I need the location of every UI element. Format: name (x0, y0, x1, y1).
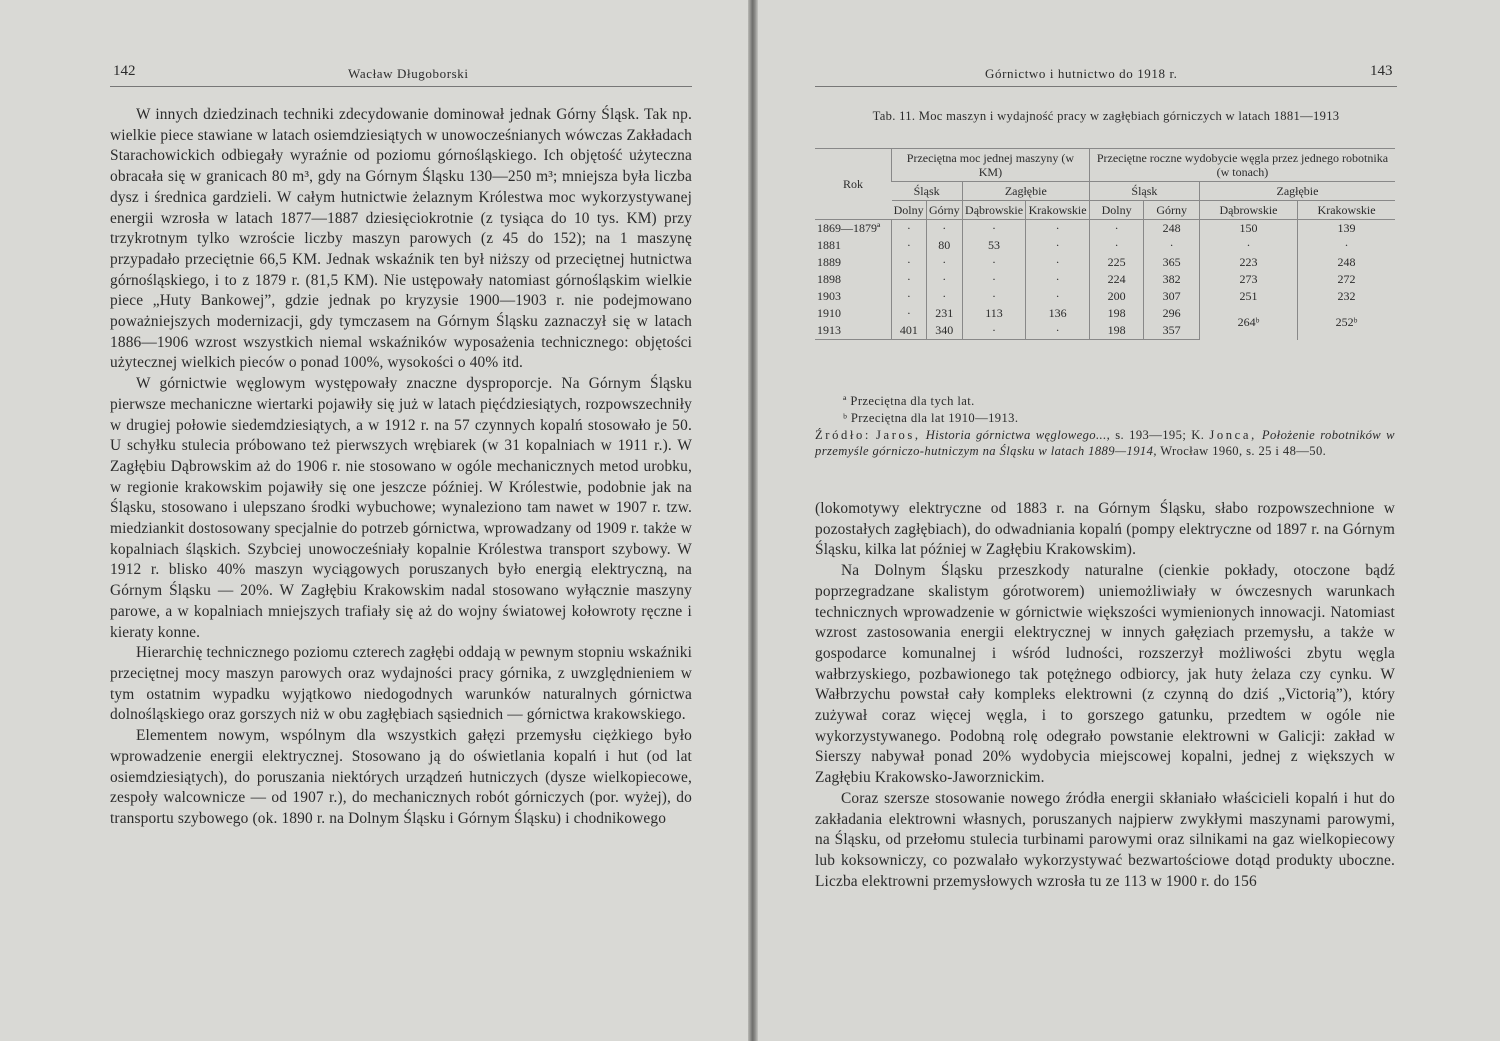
table-cell: · (892, 254, 927, 271)
paragraph: W górnictwie węglowym występowały znaczne dysproporcje. Na Górnym Śląsku pierwsze mechaniczne wiertarki pojawiły się już w latach pięćdziesiątych, rozpowszechniły w drugiej połowie siedemdziesiątych, a w 1912 r. na 57 czynnych kopalń stosowało je 50. U schyłku stulecia próbowano też pierwszych wrębiarek (w 31 kopalniach w 1911 r.). W Zagłębiu Dąbrowskim aż do 1906 r. nie stosowano w ogóle mechanicznych metod urobku, w regionie krakowskim pojawiły się one jeszcze później. W Królestwie, podobnie jak na Śląsku, stosowano i ulepszano środki wybuchowe; wynaleziono tam nawet w 1907 r. tzw. miedziankit dostosowany specjalnie do potrzeb górnictwa, wprowadzany od 1909 r. także w kopalniach śląskich. Szybciej unowocześniały kopalnie Królestwa transport szybowy. W 1912 r. blisko 40% maszyn wyciągowych poruszanych było energią elektryczną, na Górnym Śląsku — 20%. W Zagłębiu Krakowskim nadal stosowano wyłącznie maszyny parowe, a w kopalniach mniejszych trafiały się aż do wojny światowej kołowroty ręczne i kieraty konne. (110, 375, 692, 641)
table-cell: 1881 (817, 238, 841, 252)
subheader-cell: Górny (1144, 201, 1200, 220)
table-cell: 200 (1089, 288, 1144, 305)
table-cell: 1903 (817, 289, 841, 303)
table-cell: 198 (1089, 322, 1144, 340)
table-cell: · (926, 220, 962, 238)
table-cell: 1898 (817, 272, 841, 286)
body-text (110, 105, 692, 830)
table-cell: 1889 (817, 255, 841, 269)
table-cell-merged: 252ᵇ (1298, 305, 1395, 340)
table-cell: 1869—1879ª (817, 221, 881, 235)
table-cell: 248 (1144, 220, 1200, 238)
table-cell: 225 (1089, 254, 1144, 271)
header-rule (815, 86, 1397, 87)
table-cell: · (1026, 254, 1090, 271)
table-cell: · (892, 305, 927, 322)
table-row (815, 220, 1395, 238)
table-cell: · (926, 254, 962, 271)
body-text (815, 499, 1395, 892)
table-row (815, 271, 1395, 288)
page-number: 143 (1370, 63, 1393, 79)
table-caption: Tab. 11. Moc maszyn i wydajność pracy w zagłębiach górniczych w latach 1881—1913 (872, 109, 1340, 123)
table-cell: 273 (1199, 271, 1297, 288)
table-cell: · (1026, 237, 1090, 254)
source-author: Jaros, (876, 428, 921, 442)
table-cell: · (892, 288, 927, 305)
subheader-cell: Dolny (1089, 201, 1144, 220)
table-cell: 113 (962, 305, 1026, 322)
subheader-cell: Krakowskie (1026, 201, 1090, 220)
source-title: Położenie robotników w przemyśle górniczo-hutniczym na Śląsku w latach 1889—1914, (815, 428, 1395, 458)
table-cell: · (1089, 237, 1144, 254)
table-cell: 382 (1144, 271, 1200, 288)
table-cell: 307 (1144, 288, 1200, 305)
running-title: Górnictwo i hutnictwo do 1918 r. (985, 66, 1178, 81)
table-cell: 401 (892, 322, 927, 340)
paragraph: (lokomotywy elektryczne od 1883 r. na Górnym Śląsku, słabo rozpowszechnione w pozostałych zagłębiach), do odwadniania kopalń (pompy elektryczne od 1897 r. na Górnym Śląsku, kilka lat później w Zagłębiu Krakowskim). (815, 500, 1395, 559)
table-cell: 296 (1144, 305, 1200, 322)
paragraph: Hierarchię technicznego poziomu czterech zagłębi oddają w pewnym stopniu wskaźniki przeciętnej mocy maszyn parowych oraz wydajności pracy górnika, z uwzględnieniem w tym ostatnim wypadku wyjątkowo niedogodnych warunków naturalnych górnictwa dolnośląskiego oraz gorszych niż w obu zagłębiach sąsiednich — górnictwa krakowskiego. (110, 644, 692, 724)
paragraph: W innych dziedzinach techniki zdecydowanie dominował jednak Górny Śląsk. Tak np. wielkie piece stawiane w latach osiemdziesiątych w unowocześnianych wówczas Zakładach Starachowickich odbiegały wyraźnie od poziomu górnośląskiego. Ich objętość użyteczna obracała się w granicach 80 m³, gdy na Górnym Śląsku 130—250 m³; mniejsza była liczba dysz i średnica gardzieli. W całym hutnictwie żelaznym Królestwa moc wykorzystywanej energii wzrosła w latach 1877—1887 dziesięciokrotnie (z tysiąca do 10 tys. KM) przy trzykrotnym tylko wzroście liczby maszyn parowych (z 45 do 152); na 1 maszynę przypadało przeciętnie 66,5 KM. Jednak wskaźnik ten był niższy od przeciętnej hutnictwa górnośląskiego, i to z 1879 r. (81,5 KM). Nie ustępowały natomiast górnośląskim wielkie piece „Huty Bankowej”, gdzie jednak po kryzysie 1900—1903 r. nie podejmowano poważniejszych modernizacji, gdy tymczasem na Górnym Śląsku zaznaczył się w latach 1886—1906 wzrost wszystkich niemal wskaźników wyposażenia technicznego: objętości użytecznej wielkich pieców o ponad 100%, wysokości o 40% itd. (110, 106, 692, 372)
table-cell: 231 (926, 305, 962, 322)
table-cell: 53 (962, 237, 1026, 254)
table-cell: 1913 (815, 322, 892, 340)
table-cell: 1910 (817, 306, 841, 320)
table-cell: 357 (1144, 322, 1200, 340)
table-cell: · (1298, 237, 1395, 254)
table-cell: · (962, 220, 1026, 238)
header-slask: Śląsk (892, 182, 963, 201)
table-cell: · (962, 254, 1026, 271)
source-pages: Wrocław 1960, s. 25 i 48—50. (1160, 444, 1327, 458)
page-number: 142 (113, 63, 136, 79)
table-source-note (815, 427, 1395, 459)
table-cell: 136 (1026, 305, 1090, 322)
table-cell: 198 (1089, 305, 1144, 322)
table-cell-merged: 264ᵇ (1199, 305, 1297, 340)
table-cell: 340 (926, 322, 962, 340)
table-cell: 224 (1089, 271, 1144, 288)
table-cell: · (1144, 237, 1200, 254)
table-cell: 139 (1298, 220, 1395, 238)
table-cell: · (1089, 220, 1144, 238)
table-cell: · (926, 271, 962, 288)
left-page (0, 0, 748, 1041)
subheader-cell: Dolny (892, 201, 927, 220)
table-cell: 150 (1199, 220, 1297, 238)
table-row (815, 254, 1395, 271)
table-cell: · (1026, 271, 1090, 288)
table-cell: · (892, 271, 927, 288)
table-cell: · (1026, 220, 1090, 238)
table-cell: · (926, 288, 962, 305)
source-label: Źródło: (815, 428, 871, 442)
data-table (815, 148, 1395, 340)
source-title: Historia górnictwa węglowego..., (925, 428, 1111, 442)
paragraph: Elementem nowym, wspólnym dla wszystkich gałęzi przemysłu ciężkiego było wprowadzenie energii elektrycznej. Stosowano ją do oświetlania kopalń i hut (od lat osiemdziesiątych), do poruszania niektórych urządzeń hutniczych (dysze wielkopiecowe, zespoły walcownicze — od 1907 r.), do mechanicznych robót górniczych (por. wyżej), do transportu szybowego (ok. 1890 r. na Dolnym Śląsku i Górnym Śląsku) i chodnikowego (110, 727, 692, 827)
paragraph: Na Dolnym Śląsku przeszkody naturalne (cienkie pokłady, otoczone bądź poprzegradzane skalistym górotworem) uniemożliwiały w ówczesnych warunkach technicznych wprowadzenie w górnictwie większości wymienionych innowacji. Natomiast wzrost zastosowania energii elektrycznej w innych gałęziach przemysłu, a także w gospodarce komunalnej i wśród ludności, rozszerzył możliwości zbytu węgla wałbrzyskiego, pozbawionego tak potężnego odbiorcy, jak huty żelaza czy cynku. W Wałbrzychu powstał cały kompleks elektrowni (z czynną do dziś „Victorią”), który zużywał coraz więcej węgla, i to gorszego gatunku, przedtem w ogóle nie wykorzystywanego. Podobną rolę odegrało powstanie elektrowni w Galicji: zakład w Sierszy nabywał ponad 20% wydobycia miejscowej kopalni, jednej z większych w Zagłębiu Krakowsko-Jaworznickim. (815, 562, 1395, 787)
header-zaglebie: Zagłębie (962, 182, 1089, 201)
table-cell: · (1026, 322, 1090, 340)
subheader-cell: Krakowskie (1298, 201, 1395, 220)
table-footnote-b: ᵇ Przeciętna dla lat 1910—1913. (843, 411, 1019, 425)
table-cell: 80 (926, 237, 962, 254)
table-cell: 223 (1199, 254, 1297, 271)
subheader-cell: Górny (926, 201, 962, 220)
running-title: Wacław Długoborski (348, 66, 469, 81)
table-cell: · (962, 322, 1026, 340)
group-header-moc: Przeciętna moc jednej maszyny (w KM) (892, 149, 1090, 182)
table-cell: · (892, 220, 927, 238)
subheader-cell: Dąbrowskie (962, 201, 1026, 220)
source-author: Jonca, (1209, 428, 1257, 442)
table-cell: 232 (1298, 288, 1395, 305)
header-slask: Śląsk (1089, 182, 1199, 201)
header-zaglebie: Zagłębie (1199, 182, 1395, 201)
group-header-wydobycie: Przeciętne roczne wydobycie węgla przez jednego robotnika (w tonach) (1089, 149, 1395, 182)
table-cell: · (892, 237, 927, 254)
table-cell: 251 (1199, 288, 1297, 305)
book-spine (748, 0, 758, 1041)
table-cell: 248 (1298, 254, 1395, 271)
subheader-cell: Dąbrowskie (1199, 201, 1297, 220)
paragraph: Coraz szersze stosowanie nowego źródła energii skłaniało właścicieli kopalń i hut do zakładania elektrowni własnych, poruszanych najpierw zwykłymi maszynami parowymi, na Śląsku, od przełomu stulecia turbinami parowymi oraz silnikami na gaz wielkopiecowy lub koksowniczy, co pozwalało wykorzystywać bezwartościowe dotąd produkty uboczne. Liczba elektrowni przemysłowych wzrosła tu ze 113 w 1900 r. do 156 (815, 789, 1395, 890)
table-cell: · (1026, 288, 1090, 305)
header-rule (110, 86, 692, 87)
table-cell: · (962, 271, 1026, 288)
source-pages: s. 193—195; K. (1115, 428, 1205, 442)
table-row (815, 237, 1395, 254)
table-cell: 272 (1298, 271, 1395, 288)
table-row (815, 288, 1395, 305)
table-cell: · (962, 288, 1026, 305)
column-header-rok: Rok (815, 149, 892, 220)
table-cell: · (1199, 237, 1297, 254)
table-footnote-a: ª Przeciętna dla tych lat. (843, 394, 975, 408)
table-cell: 365 (1144, 254, 1200, 271)
table-row (815, 305, 1395, 322)
